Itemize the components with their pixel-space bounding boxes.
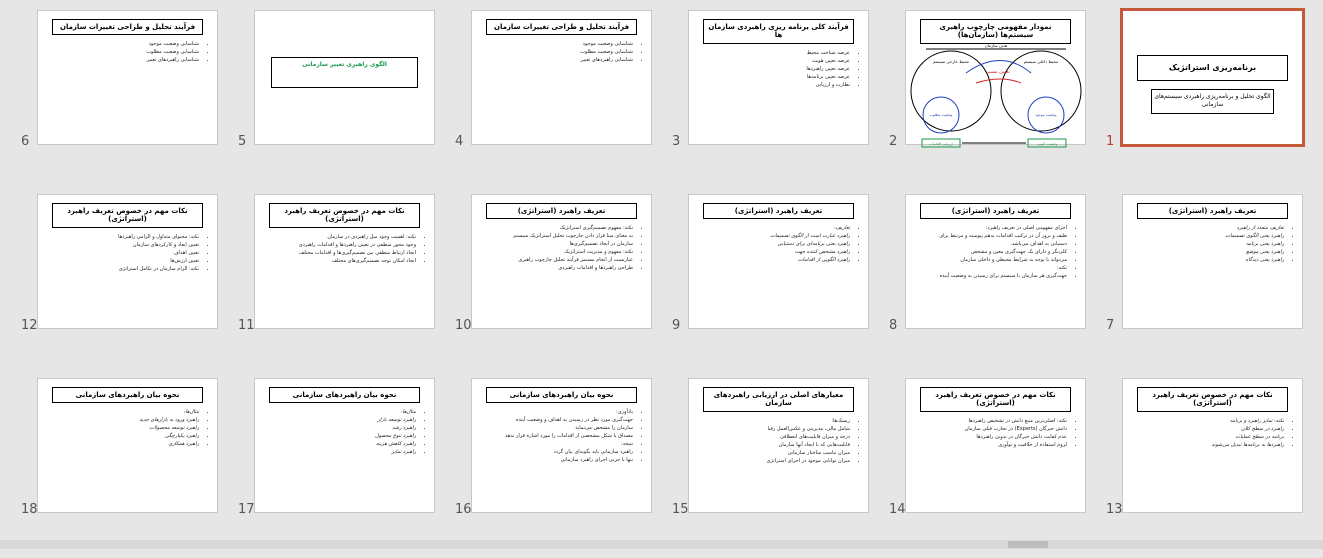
slide-bullet: • راهبردها به برنامه‌ها تبدیل می‌شوند: [1129, 441, 1284, 449]
slide-preview[interactable]: [37, 194, 218, 329]
diagram-label: وضعیت مطلوب: [929, 113, 953, 117]
slide-number: 11: [238, 318, 255, 333]
slide-content-box: [271, 57, 418, 88]
slide-number: 12: [21, 318, 38, 333]
slide-number: 5: [238, 134, 247, 149]
slide-bullet: • درجه و میزان قابلیت‌های انعطافی: [695, 433, 850, 441]
slide-bullet: • تعاریف متعدد از راهبرد: [1129, 224, 1284, 232]
slide-thumbnail-17[interactable]: [230, 374, 447, 558]
slide-bullets: [1129, 224, 1292, 264]
slide-bullet: • راهبرد کاهش هزینه: [261, 440, 416, 448]
slide-bullet: • نکته: اهمیت وجود میل راهبردی در سازمان: [261, 233, 416, 241]
slide-thumbnail-2[interactable]: [881, 6, 1098, 190]
slide-bullet: • دانش خبرگان (Experts) در تجارب قبلی سازمان: [912, 425, 1067, 433]
slide-subtitle-box: الگوی تحلیل و برنامه‌ریزی راهبردی سیستم‌های سازمانی: [1151, 89, 1274, 114]
slide-bullet: • عبارتست از انجام مستمر فرآیند تحلیل چارچوب راهبری: [478, 256, 633, 264]
slide-bullet: • شناسایی راهبردهای تغییر: [44, 56, 199, 64]
slide-preview[interactable]: [905, 10, 1086, 145]
slide-bullets: [478, 408, 641, 464]
slide-number: 2: [889, 134, 898, 149]
slide-number: 8: [889, 318, 898, 333]
slide-bullets: [478, 224, 641, 272]
slide-bullet: • تعاریف:: [695, 224, 850, 232]
slide-bullet: • دستیابی به اهداف می‌باشد.: [912, 240, 1067, 248]
slide-bullet: • نظارت و ارزیابی: [695, 81, 850, 89]
slide-bullet: • راهبرد یعنی برنامه‌ای برای دستیابی: [695, 240, 850, 248]
slide-number: 3: [672, 134, 681, 149]
slide-bullet: • ریسک‌ها:: [695, 417, 850, 425]
slide-preview[interactable]: [254, 10, 435, 145]
slide-title: تعریف راهبرد (استراتژی): [486, 203, 636, 219]
slide-bullets: [912, 417, 1075, 449]
slide-bullet: • برنامه در سطح عملیات: [1129, 433, 1284, 441]
slide-number: 13: [1106, 502, 1123, 517]
slide-bullets: [261, 233, 424, 265]
slide-bullet: • راهبرد عبارت است از الگوی تصمیمات: [695, 232, 850, 240]
slide-bullet: • راهبرد یعنی الگوی تصمیمات: [1129, 232, 1284, 240]
slide-bullet: • نکته:: [912, 264, 1067, 272]
slide-number: 10: [455, 318, 472, 333]
slide-number: 17: [238, 502, 255, 517]
slide-preview[interactable]: [471, 194, 652, 329]
slide-bullet: • یادآوری:: [478, 408, 633, 416]
diagram-label: محیط داخلی سیستم: [1023, 59, 1059, 64]
slide-bullet: • راهبرد یکپارچگی: [44, 432, 199, 440]
slide-bullet: • نکته: الزام سازمان در تکامل استراتژی: [44, 265, 199, 273]
slide-number: 7: [1106, 318, 1115, 333]
scrollbar-thumb[interactable]: [1008, 541, 1048, 548]
slide-bullets: [695, 224, 858, 264]
slide-title: نحوه بیان راهبردهای سازمانی: [486, 387, 636, 403]
slide-preview[interactable]: [254, 194, 435, 329]
slide-thumbnail-3[interactable]: [664, 6, 881, 190]
slide-bullet: • عرصه شناخت محیط: [695, 49, 850, 57]
slide-bullet: • راهبرد سازمانی باید بگونه‌ای بیان گردد: [478, 448, 633, 456]
diagram-label: وضعیت کنونی: [1036, 142, 1058, 146]
slide-bullets: [478, 40, 641, 64]
horizontal-scrollbar[interactable]: [0, 540, 1323, 549]
slide-preview[interactable]: [688, 194, 869, 329]
slide-bullet: • راهبرد توسعه بازار: [261, 416, 416, 424]
slide-bullets: [695, 417, 858, 465]
slide-thumbnail-15[interactable]: [664, 374, 881, 558]
slide-thumbnail-16[interactable]: [447, 374, 664, 558]
slide-line: الگوی راهبری تغییر سازمانی: [302, 61, 387, 68]
slide-bullets: [261, 408, 424, 456]
slide-title: برنامه‌ریزی استراتژیک: [1137, 55, 1288, 81]
slide-number: 9: [672, 318, 681, 333]
slide-bullet: • سازمان را مشخص می‌نماید: [478, 424, 633, 432]
slide-bullet: • نکته: محتوای متداول و الزامی راهبردها: [44, 233, 199, 241]
slide-title: معیارهای اصلی در ارزیابی راهبردهای سازمان: [703, 387, 853, 412]
slide-bullet: • عرصه تعیین برنامه‌ها: [695, 73, 850, 81]
slide-bullet: • می‌تواند با توجه به شرایط محیطی و داخلی سازمان: [912, 256, 1067, 264]
slide-title: فرآیند تحلیل و طراحی تغییرات سازمان: [486, 19, 636, 35]
slide-bullet: • تنها با جزیی اجرای راهبرد سازمانی: [478, 456, 633, 464]
slide-bullet: • ایجاد امکان توجه تصمیم‌گیری‌های مختلف: [261, 257, 416, 265]
slide-thumbnail-4[interactable]: [447, 6, 664, 190]
slide-bullet: • مثال‌ها:: [261, 408, 416, 416]
slide-title: نحوه بیان راهبردهای سازمانی: [52, 387, 202, 403]
slide-title: تعریف راهبرد (استراتژی): [703, 203, 853, 219]
slide-bullet: • شناسایی وضعیت مطلوب: [478, 48, 633, 56]
slide-number: 16: [455, 502, 472, 517]
slide-number: 14: [889, 502, 906, 517]
slide-title: نمودار مفهومی چارچوب راهبری سیستم‌ها (سازمان‌ها): [920, 19, 1070, 44]
slide-number: 18: [21, 502, 38, 517]
slide-bullets: [912, 224, 1075, 280]
slide-preview[interactable]: [1120, 8, 1305, 147]
slide-thumbnail-11[interactable]: [230, 190, 447, 374]
slide-bullet: • نکته: اصلی‌ترین منبع دانش در تشخیص راهبردها: [912, 417, 1067, 425]
slide-thumbnail-18[interactable]: [13, 374, 230, 558]
diagram-label: هدف سازمان: [984, 43, 1008, 48]
slide-bullet: • ایجاد ارتباط منطقی بین تصمیم‌گیری‌ها و اقدامات مختلف: [261, 249, 416, 257]
slide-bullet: • وجود محور منطقی در تعیین راهبردها و اقدامات راهبردی: [261, 241, 416, 249]
slide-preview[interactable]: [254, 378, 435, 513]
slide-bullet: • سازمان در ایجاد تصمیم‌گیری‌ها: [478, 240, 633, 248]
slide-thumbnail-9[interactable]: [664, 190, 881, 374]
slide-bullet: • تعیین ابعاد و کارکردهای سازمان: [44, 241, 199, 249]
slide-preview[interactable]: [688, 10, 869, 145]
slide-bullet: • عرصه تعیین راهبردها: [695, 65, 850, 73]
slide-thumbnail-10[interactable]: [447, 190, 664, 374]
slide-preview[interactable]: [688, 378, 869, 513]
diagram-label: تعیین مسیر: [986, 69, 1010, 75]
slide-number: 6: [21, 134, 30, 149]
slide-bullet: • کلی‌نگر و دارای یک جهت‌گیری معین و مشخص: [912, 248, 1067, 256]
slide-thumbnail-14[interactable]: [881, 374, 1098, 558]
slide-thumbnail-1[interactable]: [1098, 6, 1315, 190]
slide-bullet: • مصداق یا شکل مشخصی از اقدامات را مورد اشاره قرار ندهد: [478, 432, 633, 440]
slide-bullet: • راهبرد مشخص کننده جهت: [695, 248, 850, 256]
slide-title: نکات مهم در خصوص تعریف راهبرد (استراتژی): [1137, 387, 1287, 412]
slide-title: تعریف راهبرد (استراتژی): [1137, 203, 1287, 219]
slide-bullet: • راهبرد در سطح کلان: [1129, 425, 1284, 433]
slide-bullet: • میزان تناسب ساختار سازمانی: [695, 449, 850, 457]
slide-bullet: • شناسایی وضعیت موجود: [44, 40, 199, 48]
slide-bullet: • شناسایی وضعیت مطلوب: [44, 48, 199, 56]
slide-bullet: • راهبرد همکاری: [44, 440, 199, 448]
slide-title: نکات مهم در خصوص تعریف راهبرد (استراتژی): [920, 387, 1070, 412]
slide-bullet: • نتیجه:: [478, 440, 633, 448]
slide-bullet: • راهبرد رشد: [261, 424, 416, 432]
slide-bullet: • شامل مالی، مدیریتی و عکس‌العمل رقبا: [695, 425, 850, 433]
slide-bullet: • تعیین ارزش‌ها: [44, 257, 199, 265]
slide-number: 1: [1106, 134, 1115, 149]
slide-thumbnail-8[interactable]: [881, 190, 1098, 374]
slide-bullets: [44, 40, 207, 64]
slide-bullet: • نکته: مفهوم تصمیم‌گیری استراتژیک: [478, 224, 633, 232]
slide-bullets: [44, 233, 207, 273]
slide-bullet: • راهبرد یعنی برنامه: [1129, 240, 1284, 248]
slide-bullet: • راهبرد تنوع محصول: [261, 432, 416, 440]
slide-bullet: • مثال‌ها:: [44, 408, 199, 416]
slide-preview[interactable]: [471, 10, 652, 145]
slide-bullet: • به معنای مبنا قرار دادن چارچوب تحلیل استراتژیک سیستم: [478, 232, 633, 240]
slide-bullet: • شناسایی راهبردهای تغییر: [478, 56, 633, 64]
slide-bullet: • عدم کفایت دانش خبرگان در تدوین راهبردها: [912, 433, 1067, 441]
slide-bullet: • نکته: تمایز راهبرد و برنامه: [1129, 417, 1284, 425]
slide-number: 4: [455, 134, 464, 149]
slide-bullet: • راهبرد یعنی دیدگاه: [1129, 256, 1284, 264]
slide-bullet: • راهبرد تمایز: [261, 448, 416, 456]
slide-bullets: [44, 408, 207, 448]
slide-bullet: • قابلیت‌هایی که با ایجاد آنها سازمان: [695, 441, 850, 449]
slide-bullet: • جهت‌گیری هر سازمان با سیستم برای رسیدن به وضعیت آینده: [912, 272, 1067, 280]
red-arc: [976, 79, 1021, 83]
slide-thumbnail-13[interactable]: [1098, 374, 1315, 558]
slide-preview[interactable]: [37, 10, 218, 145]
slide-bullet: • راهبرد ورود به بازارهای جدید: [44, 416, 199, 424]
slide-thumbnail-7[interactable]: [1098, 190, 1315, 374]
slide-bullet: • تعیین اهداف: [44, 249, 199, 257]
slide-preview[interactable]: [1122, 378, 1303, 513]
slide-title: نحوه بیان راهبردهای سازمانی: [269, 387, 419, 403]
slide-number: 15: [672, 502, 689, 517]
slide-bullet: • طراحی راهبردها و اقدامات راهبردی: [478, 264, 633, 272]
concept-diagram: [906, 43, 1085, 146]
diagram-label: وضعیت موجود: [1035, 113, 1057, 117]
slide-preview[interactable]: [37, 378, 218, 513]
diagram-label: ارزیابی اقدامات: [929, 142, 953, 146]
slide-title: نکات مهم در خصوص تعریف راهبرد (استراتژی): [52, 203, 202, 228]
slide-bullet: • جهت‌گیری مورد نظر در رسیدن به اهداف و وضعیت آینده: [478, 416, 633, 424]
slide-title: فرآیند کلی برنامه ریزی راهبردی سازمان ها: [703, 19, 853, 44]
slide-preview[interactable]: [471, 378, 652, 513]
slide-title: تعریف راهبرد (استراتژی): [920, 203, 1070, 219]
slide-bullet: • طیف و بروز آن در ترکیب اقدامات به‌هم پیوسته و مرتبط برای: [912, 232, 1067, 240]
slide-bullets: [695, 49, 858, 89]
slide-bullet: • عرصه تعیین هویت: [695, 57, 850, 65]
diagram-label: محیط خارجی سیستم: [933, 59, 969, 64]
slide-bullet: • شناسایی وضعیت موجود: [478, 40, 633, 48]
slide-preview[interactable]: [905, 194, 1086, 329]
slide-thumbnail-5[interactable]: [230, 6, 447, 190]
slide-bullet: • لزوم استفاده از خلاقیت و نوآوری: [912, 441, 1067, 449]
slide-bullet: • راهبرد توسعه محصولات: [44, 424, 199, 432]
slide-bullet: • اجزای مفهومی اصلی در تعریف راهبرد:: [912, 224, 1067, 232]
slide-bullet: • میزان توانایی موجود در اجرای استراتژی: [695, 457, 850, 465]
slide-bullet: • راهبرد یعنی موضع: [1129, 248, 1284, 256]
slide-thumbnail-12[interactable]: [13, 190, 230, 374]
slide-title: نکات مهم در خصوص تعریف راهبرد (استراتژی): [269, 203, 419, 228]
slide-thumbnail-6[interactable]: [13, 6, 230, 190]
slide-preview[interactable]: [905, 378, 1086, 513]
slide-title: فرآیند تحلیل و طراحی تغییرات سازمان: [52, 19, 202, 35]
slide-bullet: • راهبرد الگویی از اقدامات: [695, 256, 850, 264]
slide-bullets: [1129, 417, 1292, 449]
slide-bullet: • نکته: مفهوم و مدیریت استراتژیک: [478, 248, 633, 256]
slide-preview[interactable]: [1122, 194, 1303, 329]
